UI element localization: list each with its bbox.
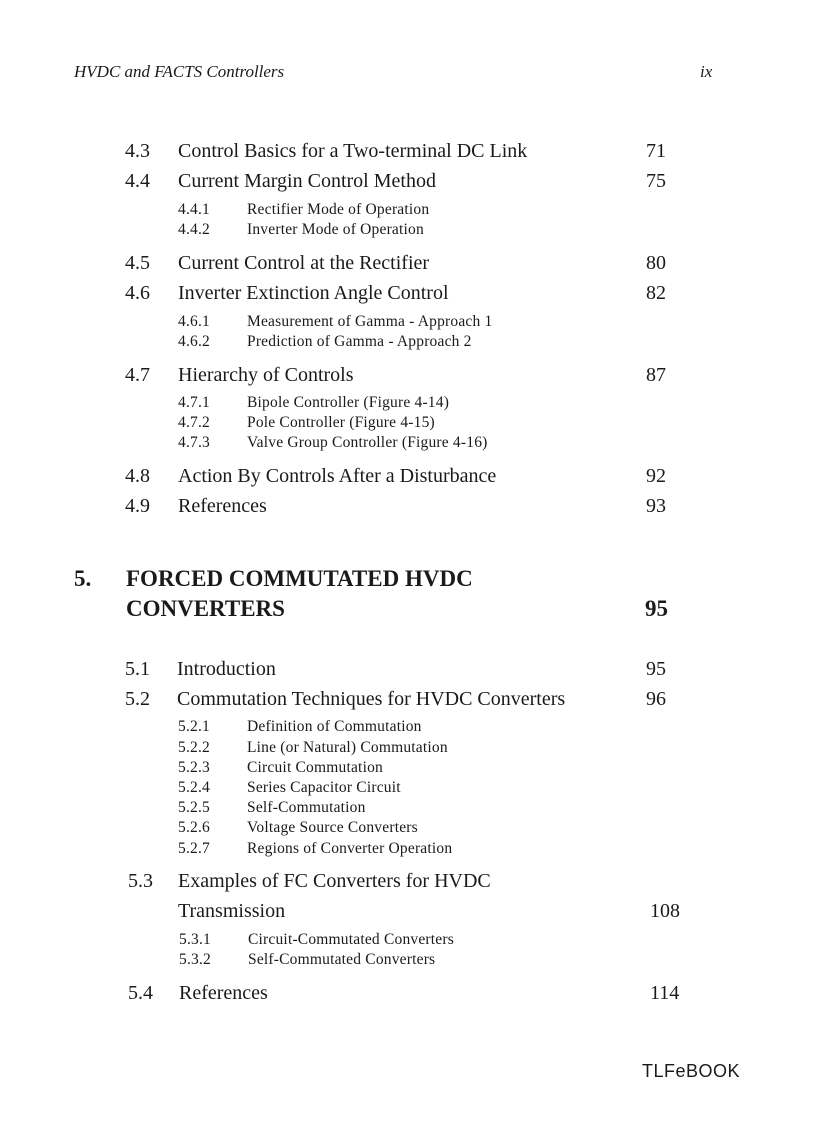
section-title: Commutation Techniques for HVDC Converters [177, 688, 566, 710]
subsection-number: 5.2.4 [178, 779, 210, 796]
section-title: Current Margin Control Method [178, 170, 436, 192]
section-number: 4.6 [125, 282, 150, 304]
page-number: ix [700, 62, 713, 81]
running-header-title: HVDC and FACTS Controllers [74, 62, 285, 81]
section-number: 5.4 [128, 982, 153, 1004]
subsection-number: 4.7.1 [178, 394, 210, 411]
section-page: 75 [646, 170, 666, 192]
subsection-number: 4.6.2 [178, 333, 210, 350]
subsection-number: 4.7.3 [178, 434, 210, 451]
subsection-number: 5.2.3 [178, 759, 210, 776]
subsection-number: 4.4.2 [178, 221, 210, 238]
subsection-number: 4.6.1 [178, 313, 210, 330]
subsection-title: Measurement of Gamma - Approach 1 [247, 313, 493, 330]
subsection-number: 5.2.5 [178, 799, 210, 816]
section-title: Control Basics for a Two-terminal DC Link [178, 140, 528, 162]
section-number: 4.3 [125, 140, 150, 162]
section-title: Action By Controls After a Disturbance [178, 465, 497, 487]
chapter-page: 95 [645, 596, 668, 621]
section-number: 4.8 [125, 465, 150, 487]
subsection-number: 5.2.1 [178, 718, 210, 735]
watermark-text: TLFeBOOK [642, 1061, 741, 1081]
subsection-number: 5.2.6 [178, 819, 210, 836]
section-page: 80 [646, 252, 666, 274]
chapter-number: 5. [74, 566, 92, 591]
chapter-title-line-2: CONVERTERS [126, 596, 285, 621]
section-number: 4.4 [125, 170, 150, 192]
subsection-title: Rectifier Mode of Operation [247, 201, 430, 218]
section-page: 95 [646, 658, 666, 680]
chapter-title-line-1: FORCED COMMUTATED HVDC [126, 566, 473, 591]
section-number: 4.9 [125, 495, 150, 517]
subsection-number: 4.4.1 [178, 201, 210, 218]
subsection-number: 5.2.7 [178, 840, 210, 857]
section-title: Hierarchy of Controls [178, 364, 354, 386]
section-page: 93 [646, 495, 666, 517]
section-page: 114 [650, 982, 680, 1004]
section-page: 96 [646, 688, 666, 710]
subsection-title: Valve Group Controller (Figure 4-16) [247, 434, 488, 451]
subsection-title: Self-Commutation [247, 799, 366, 816]
section-number: 4.5 [125, 252, 150, 274]
section-title: Inverter Extinction Angle Control [178, 282, 449, 304]
subsection-number: 4.7.2 [178, 414, 210, 431]
section-number: 5.3 [128, 870, 153, 892]
subsection-title: Self-Commutated Converters [248, 951, 436, 968]
section-number: 5.2 [125, 688, 150, 710]
section-title: Introduction [177, 658, 276, 680]
section-title: Current Control at the Rectifier [178, 252, 430, 274]
subsection-title: Line (or Natural) Commutation [247, 739, 448, 756]
subsection-title: Pole Controller (Figure 4-15) [247, 414, 435, 431]
subsection-title: Prediction of Gamma - Approach 2 [247, 333, 472, 350]
section-page: 92 [646, 465, 666, 487]
subsection-title: Voltage Source Converters [247, 819, 418, 836]
subsection-title: Inverter Mode of Operation [247, 221, 424, 238]
subsection-title: Definition of Commutation [247, 718, 422, 735]
subsection-number: 5.2.2 [178, 739, 210, 756]
section-page: 82 [646, 282, 666, 304]
section-title: References [178, 495, 267, 517]
subsection-title: Series Capacitor Circuit [247, 779, 401, 796]
section-number: 4.7 [125, 364, 150, 386]
section-title-line-2: Transmission [178, 900, 286, 922]
section-page: 108 [650, 900, 680, 922]
subsection-number: 5.3.2 [179, 951, 211, 968]
section-title-line-1: Examples of FC Converters for HVDC [178, 870, 491, 892]
subsection-title: Regions of Converter Operation [247, 840, 453, 857]
subsection-number: 5.3.1 [179, 931, 211, 948]
section-page: 87 [646, 364, 666, 386]
section-title: References [179, 982, 268, 1004]
subsection-title: Circuit-Commutated Converters [248, 931, 454, 948]
subsection-title: Bipole Controller (Figure 4-14) [247, 394, 450, 411]
section-page: 71 [646, 140, 666, 162]
section-number: 5.1 [125, 658, 150, 680]
subsection-title: Circuit Commutation [247, 759, 383, 776]
